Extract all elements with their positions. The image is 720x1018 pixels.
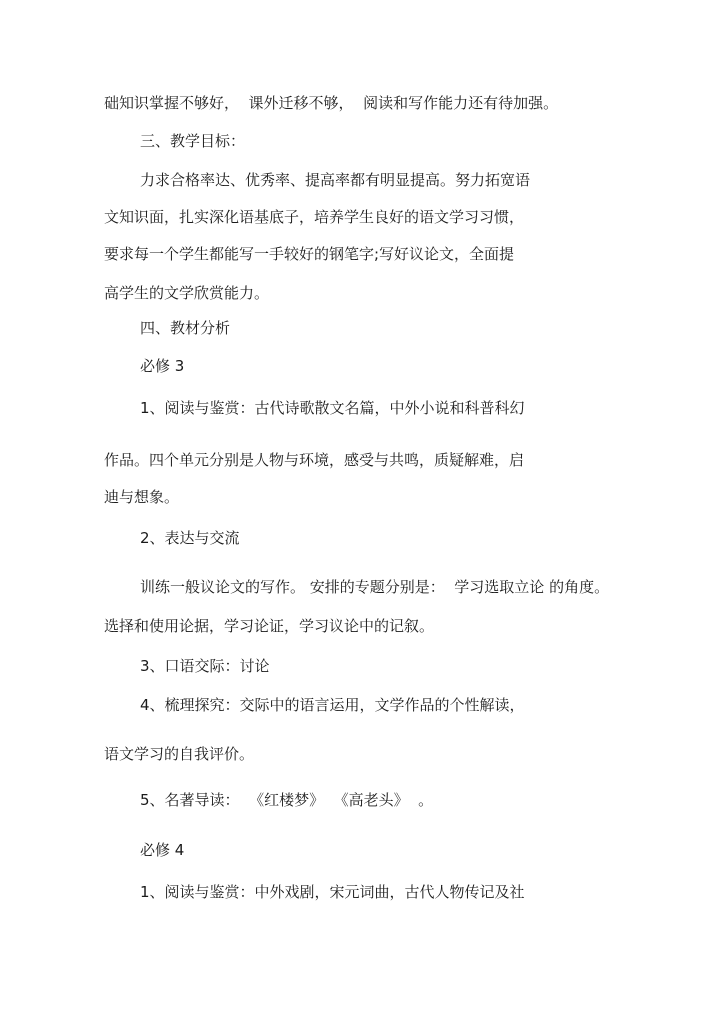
text-line: 训练一般议论文的写作。 安排的专题分别是： 学习选取立论 的角度。 — [140, 578, 610, 596]
text-line: 高学生的文学欣赏能力。 — [104, 284, 270, 302]
text-line: 要求每一个学生都能写一手较好的钢笔字;写好议论文，全面提 — [104, 245, 515, 263]
text-line: 文知识面，扎实深化语基底子，培养学生良好的语文学习习惯， — [104, 208, 525, 226]
list-item-heading: 5、名著导读： 《红楼梦》 《高老头》 。 — [140, 791, 434, 809]
text-line: 语文学习的自我评价。 — [104, 745, 255, 763]
list-item-heading: 3、口语交际：讨论 — [140, 657, 270, 675]
text-line: 力求合格率达、优秀率、提高率都有明显提高。努力拓宽语 — [140, 171, 531, 189]
text-line: 作品。四个单元分别是人物与环境，感受与共鸣，质疑解难，启 — [104, 451, 525, 469]
text-line: 1、阅读与鉴赏：中外戏剧，宋元词曲，古代人物传记及社 — [140, 883, 525, 901]
list-item-heading: 2、表达与交流 — [140, 529, 240, 547]
text-line: 选择和使用论据，学习论证，学习议论中的记叙。 — [104, 617, 435, 635]
section-heading: 四、教材分析 — [140, 319, 231, 337]
subsection-heading: 必修 3 — [140, 357, 185, 375]
subsection-heading: 必修 4 — [140, 841, 185, 859]
list-item-heading: 4、梳理探究：交际中的语言运用，文学作品的个性解读， — [140, 696, 525, 714]
text-line: 1、阅读与鉴赏：古代诗歌散文名篇，中外小说和科普科幻 — [140, 399, 525, 417]
section-heading: 三、教学目标： — [140, 132, 246, 150]
text-line: 础知识掌握不够好， 课外迁移不够， 阅读和写作能力还有待加强。 — [104, 94, 559, 112]
text-line: 迪与想象。 — [104, 488, 180, 506]
